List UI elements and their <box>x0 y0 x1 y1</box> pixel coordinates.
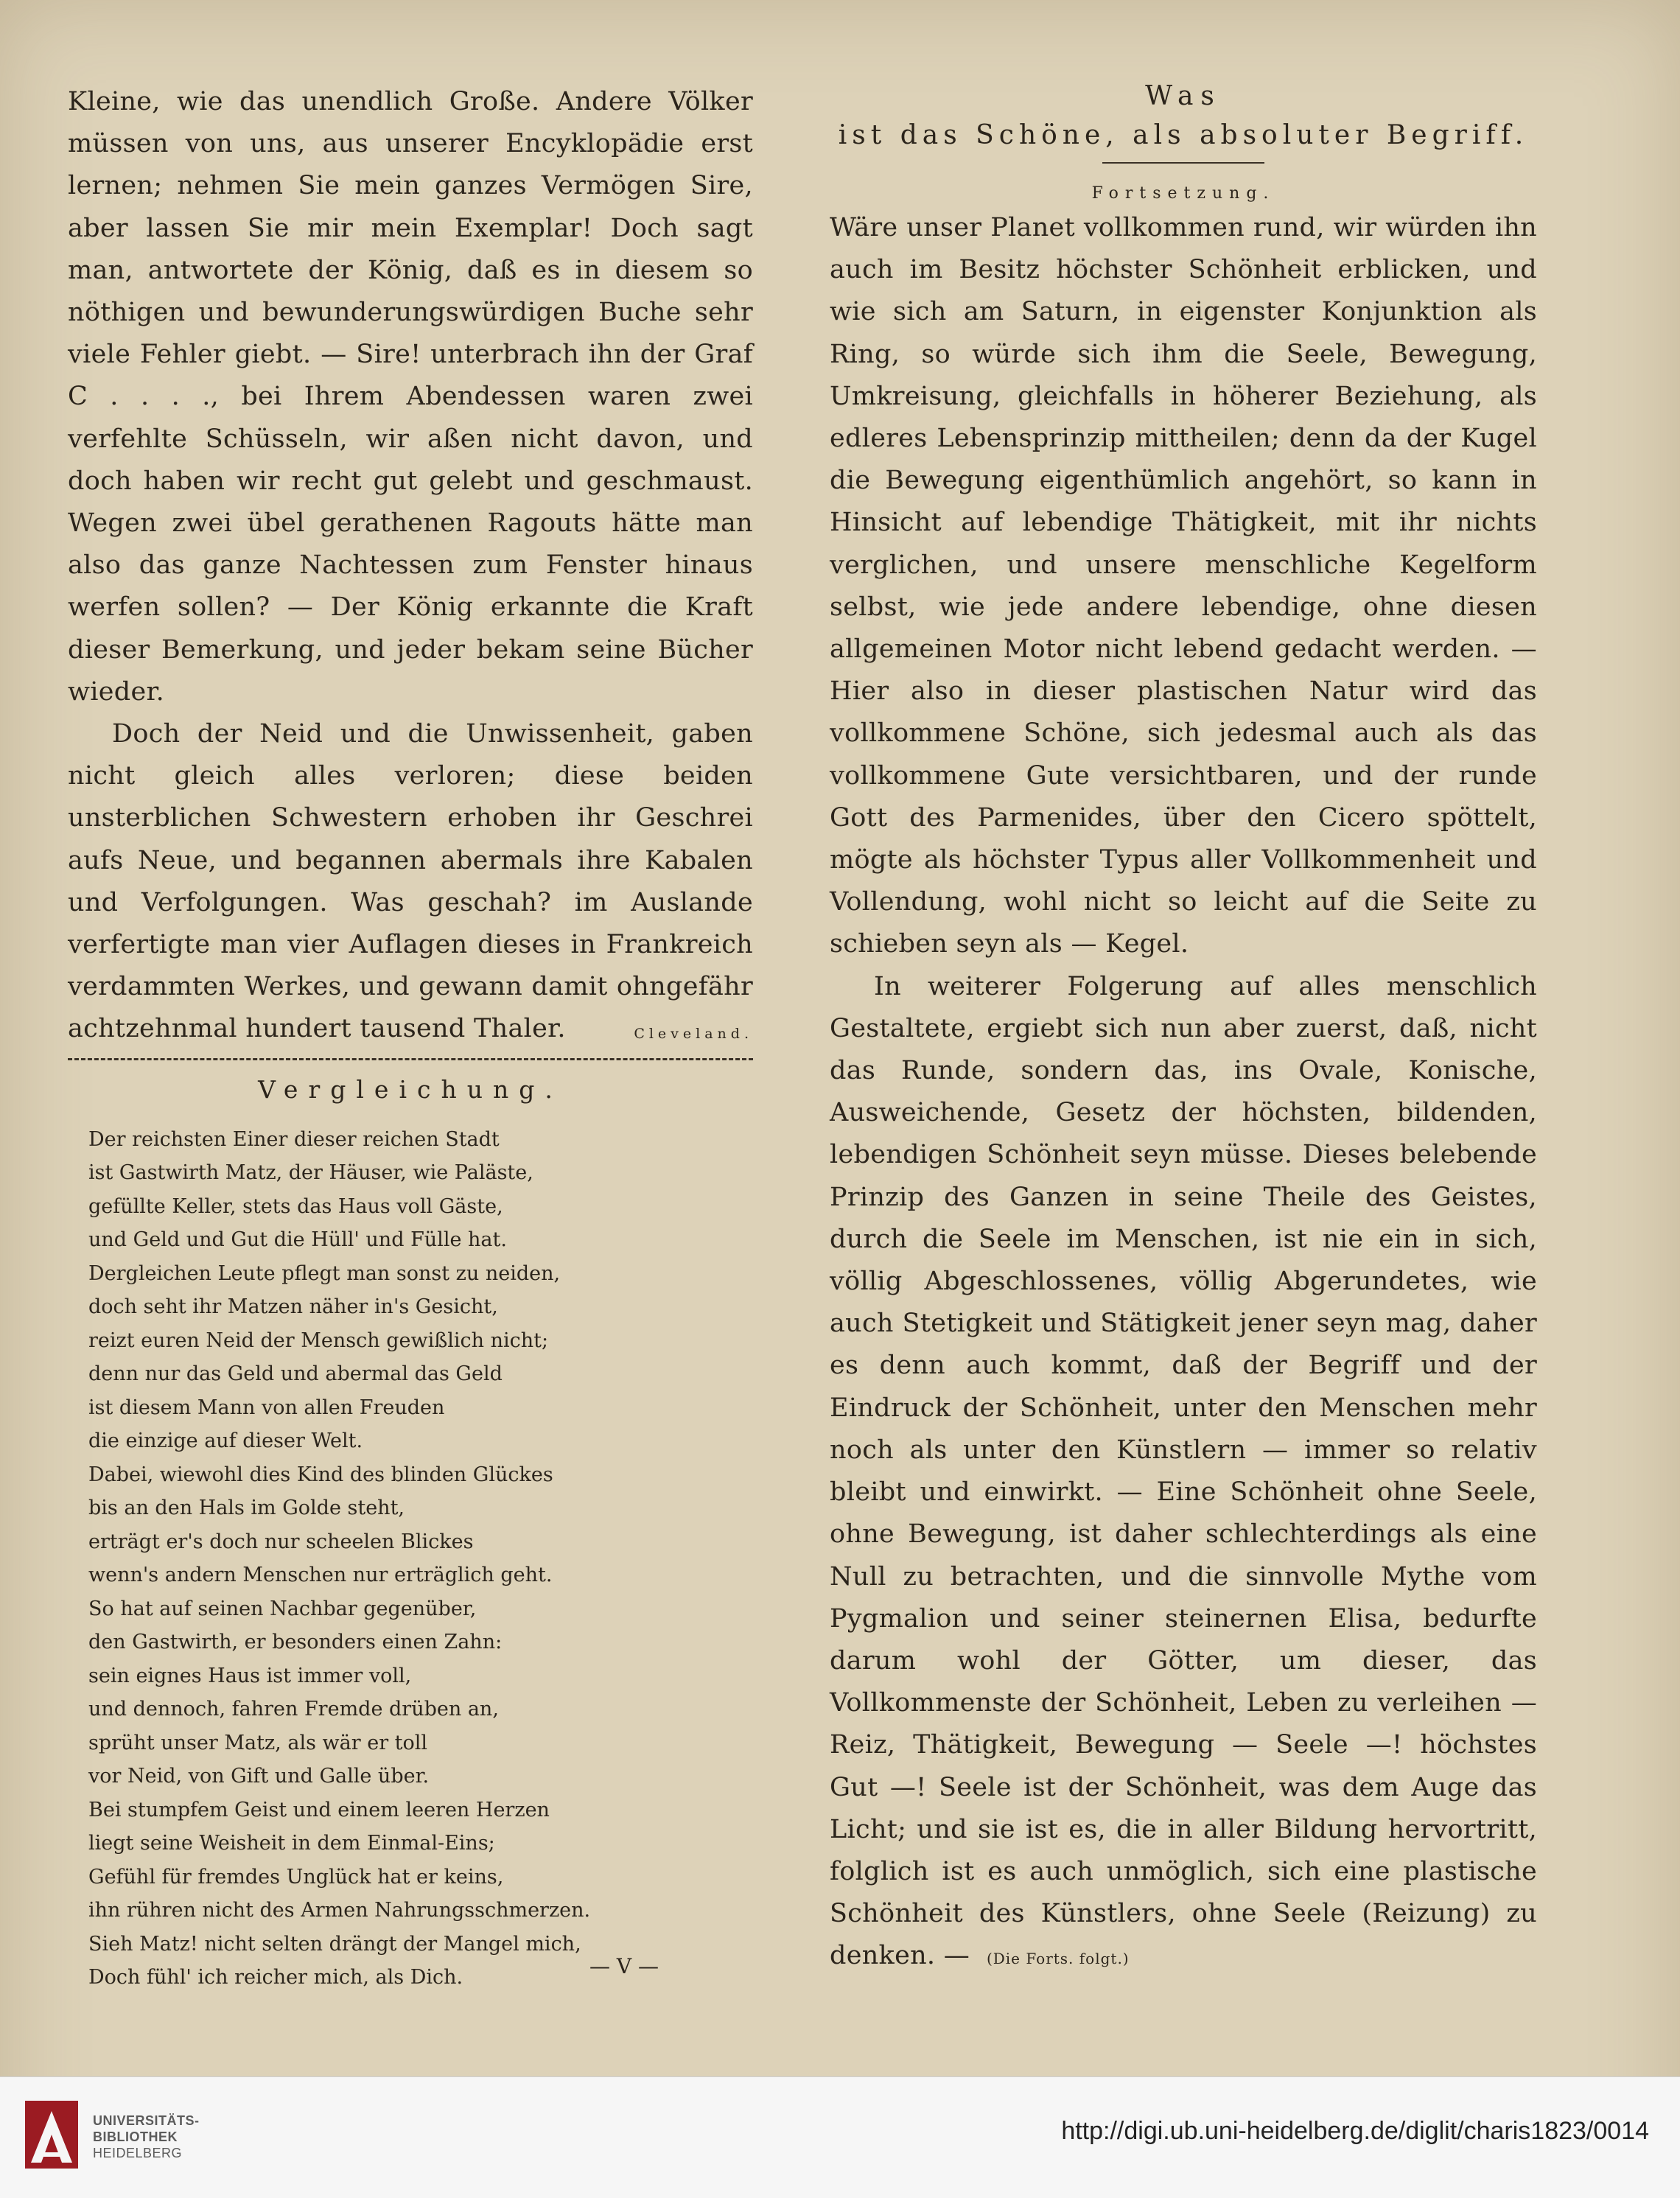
poem-line: sein eignes Haus ist immer voll, <box>88 1664 412 1687</box>
poem-line: doch seht ihr Matzen näher in's Gesicht, <box>88 1295 498 1319</box>
poem-line: sprüht unser Matz, als wär er toll <box>88 1731 428 1754</box>
right-paragraph-2-text: In weiterer Folgerung auf alles menschlich Gestaltete, ergiebt sich nun aber zuerst, daß, nicht das Runde, sondern das, ins Ovale, Konische, Ausweichende, Gesetz der höchsten, bildenden, lebendigen Schönheit seyn müsse. Dieses belebende Prinzip des Ganzen in seine Theile des Geistes, durch die Seele im Menschen, ist nie ein in sich, völlig Abgeschlossenes, völlig Abgerundetes, wie auch Stetigkeit und Stätigkeit jener seyn mag, daher es denn auch kommt, daß der Begriff und der Eindruck der Schönheit, unter den Menschen mehr noch als unter den Künstlern — immer so relativ bleibt und einwirkt. — Eine Schönheit ohne Seele, ohne Bewegung, ist daher schlechterdings als eine Null zu betrachten, und die sinnvolle Mythe vom Pygmalion und seiner steinernen Elisa, bedurfte darum wohl der Götter, um dieser, das Vollkommenste der Schönheit, Leben zu verleihen — Reiz, Thätigkeit, Bewegung — Seele —! höchstes Gut —! Seele ist der Schönheit, was dem Auge das Licht; und sie ist es, die in aller Bildung hervortritt, folglich ist es auch unmöglich, sich eine plastische Schönheit des Künstlers, ohne Seele (Reizung) zu denken. — <box>830 971 1537 1971</box>
title-rule <box>1102 162 1264 164</box>
right-paragraph-1: Wäre unser Planet vollkommen rund, wir würden ihn auch im Besitz höchster Schönheit erblicken, und wie sich am Saturn, in eigenster Konjunktion als Ring, so würde sich ihm die Seele, Bewegung, Umkreisung, gleichfalls in höherer Beziehung, als edleres Lebensprinzip mittheilen; denn da der Kugel die Bewegung eigenthümlich angehört, so kann in Hinsicht auf lebendige Thätigkeit, mit ihr nichts verglichen, und unsere menschliche Kegelform selbst, wie jede andere lebendige, ohne diesen allgemeinen Motor nicht lebend gedacht werden. — Hier also in dieser plastischen Natur wird das vollkommene Schöne, sich jedesmal auch als das vollkommene Gute versichtbaren, und der runde Gott des Parmenides, über den Cicero spöttelt, mögte als höchster Typus aller Vollkommenheit und Vollendung, wohl nicht so leicht auf die Seite zu schieben seyn als — Kegel. <box>830 213 1537 959</box>
left-column <box>68 81 753 1995</box>
poem-line: den Gastwirth, er besonders einen Zahn: <box>88 1631 503 1654</box>
viewer-footer <box>0 2076 1680 2198</box>
poem-line: Der reichsten Einer dieser reichen Stadt <box>88 1127 500 1151</box>
poem-title: Vergleichung. <box>258 1074 563 1104</box>
poem-line: ist diesem Mann von allen Freuden <box>88 1396 445 1419</box>
article-heading-word: Was <box>1145 81 1222 111</box>
poem-line: und dennoch, fahren Fremde drüben an, <box>88 1698 499 1721</box>
library-name-line-3: HEIDELBERG <box>93 2146 183 2160</box>
poem-line: gefüllte Keller, stets das Haus voll Gäste, <box>88 1194 503 1218</box>
poem-line: ist Gastwirth Matz, der Häuser, wie Paläste, <box>88 1161 533 1185</box>
poem-line: Gefühl für fremdes Unglück hat er keins, <box>88 1865 504 1889</box>
continuation-label: Fortsetzung. <box>1091 184 1275 203</box>
poem-line: Doch fühl' ich reicher mich, als Dich. <box>88 1966 463 1989</box>
library-name <box>93 2113 200 2161</box>
poem-line: Dabei, wiewohl dies Kind des blinden Glückes <box>88 1463 553 1486</box>
poem-line: liegt seine Weisheit in dem Einmal-Eins; <box>88 1832 495 1855</box>
poem-line: vor Neid, von Gift und Galle über. <box>88 1765 430 1788</box>
poem-line: So hat auf seinen Nachbar gegenüber, <box>88 1597 477 1620</box>
right-column <box>830 81 1537 1981</box>
poem-line: wenn's andern Menschen nur erträglich geht. <box>88 1564 553 1587</box>
university-library-logo-icon <box>18 2093 85 2176</box>
poem <box>68 1123 753 1995</box>
right-paragraph-2 <box>830 966 1537 1981</box>
poem-line: Sieh Matz! nicht selten drängt der Mangel mich, <box>88 1932 581 1956</box>
library-name-line-1: UNIVERSITÄTS- <box>93 2113 200 2128</box>
left-paragraph-1: Kleine, wie das unendlich Große. Andere Völker müssen von uns, aus unserer Encyklopädie erst lernen; nehmen Sie mein ganzes Vermögen Sire, aber lassen Sie mir mein Exemplar! Doch sagt man, antwortete der König, daß es in diesem so nöthigen und bewunderungswürdigen Buche sehr viele Fehler giebt. — Sire! unterbrach ihn der Graf C . . . ., bei Ihrem Abendessen waren zwei verfehlte Schüsseln, wir aßen nicht davon, und doch haben wir recht gut gelebt und geschmaust. Wegen zwei übel gerathenen Ragouts hätte man also das ganze Nachtessen zum Fenster hinaus werfen sollen? — Der König erkannte die Kraft dieser Bemerkung, und jeder bekam seine Bücher wieder. <box>68 87 753 707</box>
poem-line: erträgt er's doch nur scheelen Blickes <box>88 1530 474 1553</box>
signature: Cleveland. <box>634 1025 753 1042</box>
poem-line: ihn rühren nicht des Armen Nahrungsschmerzen. <box>88 1899 591 1922</box>
library-name-line-2: BIBLIOTHEK <box>93 2129 178 2144</box>
poem-line: die einzige auf dieser Welt. <box>88 1429 363 1453</box>
poem-line: denn nur das Geld und abermal das Geld <box>88 1362 503 1386</box>
poem-line: und Geld und Gut die Hüll' und Fülle hat. <box>88 1228 507 1252</box>
left-paragraph-2: Doch der Neid und die Unwissenheit, gaben nicht gleich alles verloren; diese beiden unsterblichen Schwestern erhoben ihr Geschrei aufs Neue, und begannen abermals ihre Kabalen und Verfolgungen. Was geschah? im Auslande verfertigte man vier Auflagen dieses in Frankreich verdammten Werkes, und gewann damit ohngefähr achtzehnmal hundert tausend Thaler. <box>68 719 753 1044</box>
poem-line: Bei stumpfem Geist und einem leeren Herzen <box>88 1798 550 1821</box>
poem-line: bis an den Hals im Golde steht, <box>88 1497 405 1520</box>
article-title: ist das Schöne, als absoluter Begriff. <box>838 120 1529 150</box>
section-divider <box>68 1058 753 1060</box>
poem-line: reizt euren Neid der Mensch gewißlich nicht; <box>88 1329 549 1352</box>
page-marker: — V — <box>589 1954 659 1978</box>
source-url-link[interactable]: http://digi.ub.uni-heidelberg.de/diglit/charis1823/0014 <box>1061 2117 1649 2145</box>
continued-note: (Die Forts. folgt.) <box>986 1950 1130 1968</box>
poem-line: Dergleichen Leute pflegt man sonst zu neiden, <box>88 1261 561 1285</box>
